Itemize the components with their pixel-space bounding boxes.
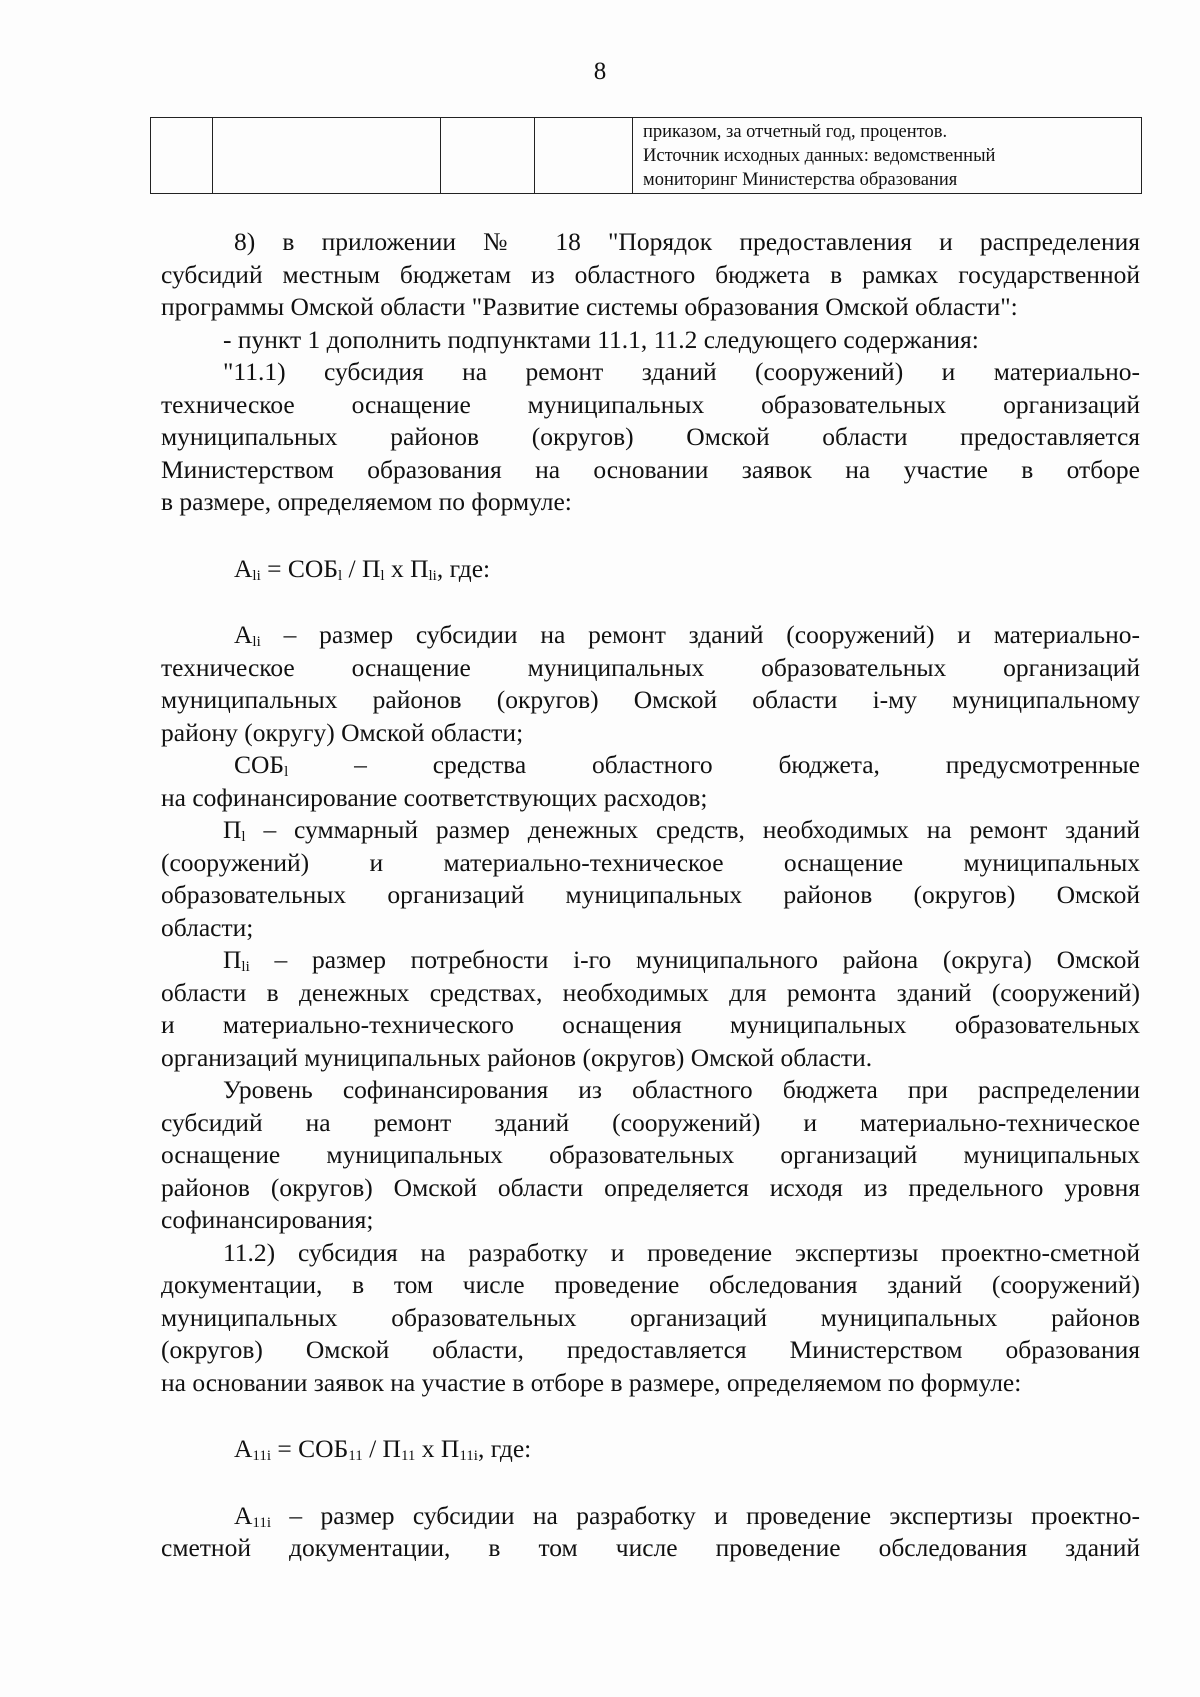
table-cell-empty (213, 118, 441, 194)
table-cell-empty (151, 118, 213, 194)
definition-sob-l (161, 749, 1140, 814)
table-text-line: приказом, за отчетный год, процентов. (643, 122, 948, 142)
definition-p-l (161, 814, 1140, 944)
table-text-line: Источник исходных данных: ведомственный (643, 146, 996, 166)
text-line: $П_{li}$ – размер потребности i-го муниципального района (округа) Омской (223, 945, 1140, 975)
text-line: техническое оснащение муниципальных образовательных организаций (161, 652, 1140, 682)
text-line: $П_l$ – суммарный размер денежных средств, необходимых на ремонт зданий (223, 815, 1140, 845)
definition-p-li (161, 944, 1140, 1074)
text-line: области в денежных средствах, необходимых для ремонта зданий (сооружений) (161, 977, 1140, 1007)
text-line: субсидий местным бюджетам из областного бюджета в рамках государственной (161, 259, 1140, 289)
text-line: организаций муниципальных районов (округов) Омской области. (161, 1042, 873, 1072)
text-line: на основании заявок на участие в отборе в размере, определяемом по формуле: (161, 1367, 1022, 1397)
text-line: Министерством образования на основании заявок на участие в отборе (161, 454, 1140, 484)
text-line: муниципальных образовательных организаций муниципальных районов (161, 1302, 1140, 1332)
text-line: "11.1) субсидия на ремонт зданий (сооружений) и материально- (223, 357, 1140, 386)
text-line: субсидий на ремонт зданий (сооружений) и материально-техническое (161, 1107, 1140, 1137)
text-line: в размере, определяемом по формуле: (161, 487, 572, 516)
text-line: области; (161, 912, 254, 942)
table-cell-text (633, 118, 1142, 194)
paragraph-amendment-8 (161, 226, 1140, 324)
table-text-line: мониторинг Министерства образования (643, 170, 958, 190)
text-line: образовательных организаций муниципальных районов (округов) Омской (161, 880, 1140, 909)
text-line: документации, в том числе проведение обследования зданий (сооружений) (161, 1270, 1140, 1299)
text-line: $А_{11i}$ – размер субсидии на разработку и проведение экспертизы проектно- (234, 1500, 1140, 1531)
text-line: и материально-технического оснащения муниципальных образовательных (161, 1010, 1140, 1039)
text-line: (сооружений) и материально-техническое оснащение муниципальных (161, 847, 1140, 877)
text-line: $СОБ_l$ – средства областного бюджета, предусмотренные (234, 750, 1140, 780)
text-line: программы Омской области "Развитие системы образования Омской области": (161, 292, 1018, 321)
page-number: 8 (593, 58, 607, 85)
text-line: муниципальных районов (округов) Омской области предоставляется (161, 422, 1140, 451)
text-line: районов (округов) Омской области определяется исходя из предельного уровня (161, 1172, 1140, 1202)
text-line: 11.2) субсидия на разработку и проведение экспертизы проектно-сметной (223, 1237, 1140, 1267)
text-line: (округов) Омской области, предоставляется Министерством образования (161, 1335, 1140, 1364)
document-body (161, 226, 1140, 1565)
paragraph-item-1: - пункт 1 дополнить подпунктами 11.1, 11.2 следующего содержания: (223, 324, 979, 354)
text-line: муниципальных районов (округов) Омской области i-му муниципальному (161, 685, 1140, 714)
text-line: Уровень софинансирования из областного бюджета при распределении (223, 1075, 1140, 1104)
table-cell-empty (441, 118, 535, 194)
table-fragment (150, 117, 1142, 194)
text-line: 8) в приложении № 18 "Порядок предоставления и распределения (234, 227, 1140, 256)
definition-a-li (161, 619, 1140, 749)
text-line: сметной документации, в том числе проведение обследования зданий (161, 1533, 1140, 1562)
table-cell-empty (535, 118, 633, 194)
definition-a-11i (161, 1500, 1140, 1565)
table-row (151, 118, 1142, 194)
text-line: району (округу) Омской области; (161, 717, 524, 747)
text-line: на софинансирование соответствующих расходов; (161, 782, 708, 812)
text-line: техническое оснащение муниципальных образовательных организаций (161, 389, 1140, 419)
text-line: оснащение муниципальных образовательных организаций муниципальных (161, 1140, 1140, 1169)
paragraph-11-1 (161, 356, 1140, 519)
text-line: $А_{li}$ – размер субсидии на ремонт зданий (сооружений) и материально- (234, 620, 1140, 650)
text-line: софинансирования; (161, 1205, 374, 1234)
paragraph-cofinancing (161, 1074, 1140, 1237)
formula-1: $А_{li} = СОБ_l / П_l$ х $П_{li}$, где: (234, 553, 491, 584)
paragraph-11-2 (161, 1237, 1140, 1400)
formula-2: $А_{11i} = СОБ_{11} / П_{11}$ х $П_{11i}$, где: (234, 1434, 532, 1464)
